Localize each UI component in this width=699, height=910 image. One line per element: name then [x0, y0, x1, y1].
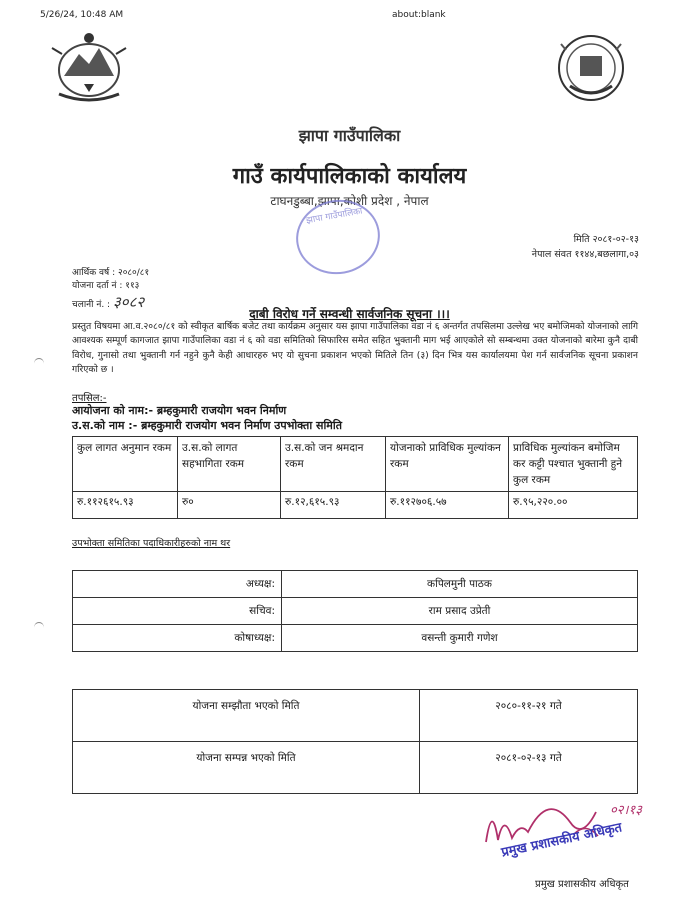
- official-name: राम प्रसाद उप्रेती: [282, 598, 638, 625]
- dispatch-label: चलानी नं. :: [72, 300, 111, 310]
- official-role: अध्यक्ष:: [73, 571, 282, 598]
- officials-heading: उपभोक्ता समितिका पदाधिकारीहरुको नाम थर: [72, 538, 231, 549]
- officials-table: [72, 570, 638, 652]
- print-url: about:blank: [392, 10, 446, 20]
- cost-net-payment: रु.९५,२२०.००: [509, 492, 638, 519]
- plan-date-value: २०८०-११-२१ गते: [420, 690, 638, 742]
- official-name: कपिलमुनी पाठक: [282, 571, 638, 598]
- official-row: [73, 571, 638, 598]
- notice-subject: दाबी विरोध गर्ने सम्वन्धी सार्वजनिक सूचना ।।।: [249, 307, 450, 321]
- plan-date-value: २०८१-०२-१३ गते: [420, 742, 638, 794]
- office-address: टाघनडुब्बा,झापा,कोशी प्रदेश , नेपाल: [270, 194, 429, 208]
- cost-participation: रु०: [178, 492, 281, 519]
- cost-total-estimate: रु.११२६१५.९३: [73, 492, 178, 519]
- committee-name: उ.स.को नाम :- ब्रम्हकुमारी राजयोग भवन निर्माण उपभोक्ता समिति: [72, 419, 342, 432]
- plan-registration: योजना दर्ता नं : ११३: [72, 281, 140, 291]
- details-heading: तपसिल:-: [72, 393, 107, 404]
- cost-header-net-payment: प्राविधिक मुल्यांकन बमोजिम कर कट्टी पश्चात भुक्तानी हुने कुल रकम: [509, 437, 638, 492]
- cost-table: [72, 436, 638, 519]
- project-name: आयोजना को नाम:- ब्रम्हकुमारी राजयोग भवन निर्माण: [72, 404, 287, 417]
- cost-technical-evaluation: रु.११२७०६.५७: [386, 492, 509, 519]
- cost-table-header-row: [73, 437, 638, 492]
- cost-header-technical-evaluation: योजनाको प्राविधिक मुल्यांकन रकम: [386, 437, 509, 492]
- cost-labour: रु.१२,६१५.९३: [281, 492, 386, 519]
- notice-paragraph: प्रस्तुत विषयमा आ.व.२०८०/८१ को स्वीकृत बार्षिक बजेट तथा कार्यक्रम अनुसार यस झापा गाउँपालिका वडा नं ६ अन्तर्गत तपसिलमा उल्लेख भए बमोजिमको योजनाको लागि आवश्यक सम्पूर्ण कागजात झापा गाउँपालिका वडा नं ६ को वडा समितिको सिफारिस समेत सहित भुक्तानी माग भई आएकोले सो सम्बन्धमा उक्त योजनाको बारेमा कुनै दाबी विरोध, गुनासो तथा भुक्तानी गर्न नहुने कुनै केही आधारहरु भए यो सुचना प्रकाशन भएको मितिले तिन (३) दिन भित्र यस कार्यालयमा पेश गर्न सार्वजनिक सूचना प्रकाशन गरिएको छ ।: [72, 321, 638, 375]
- official-row: [73, 625, 638, 652]
- nepal-emblem-icon: [44, 26, 134, 106]
- print-datetime: 5/26/24, 10:48 AM: [40, 10, 124, 20]
- plan-date-label: योजना सम्झौता भएको मिति: [73, 690, 420, 742]
- signature-stamp: प्रमुख प्रशासकीय अधिकृत: [500, 820, 624, 861]
- fiscal-year: आर्थिक वर्ष : २०८०/८१: [72, 268, 150, 278]
- punch-mark: [34, 358, 44, 369]
- official-role: कोषाध्यक्ष:: [73, 625, 282, 652]
- cost-header-participation: उ.स.को लागत सहभागिता रकम: [178, 437, 281, 492]
- cost-header-labour: उ.स.को जन श्रमदान रकम: [281, 437, 386, 492]
- cost-header-total-estimate: कुल लागत अनुमान रकम: [73, 437, 178, 492]
- punch-mark: [34, 622, 44, 633]
- municipality-title: झापा गाउँपालिका: [298, 126, 401, 145]
- dispatch-handwritten: ३०८२: [112, 293, 145, 311]
- plan-date-label: योजना सम्पन्न भएको मिति: [73, 742, 420, 794]
- office-title: गाउँ कार्यपालिकाको कार्यालय: [232, 164, 467, 189]
- date-miti: मिति २०८१-०२-१३: [573, 234, 639, 245]
- official-role: सचिव:: [73, 598, 282, 625]
- date-nepal-sambat: नेपाल संवत ११४४,बछलागा,०३: [531, 249, 639, 260]
- plan-date-row: [73, 690, 638, 742]
- signatory-title: प्रमुख प्रशासकीय अधिकृत: [535, 879, 629, 890]
- office-seal-stamp: झापा गाउँपालिका: [290, 193, 386, 280]
- signature-date-note: ०२।१३: [610, 803, 642, 818]
- cost-table-row: [73, 492, 638, 519]
- municipality-seal-icon: [556, 30, 626, 110]
- official-row: [73, 598, 638, 625]
- plan-dates-table: [72, 689, 638, 794]
- official-name: वसन्ती कुमारी गणेश: [282, 625, 638, 652]
